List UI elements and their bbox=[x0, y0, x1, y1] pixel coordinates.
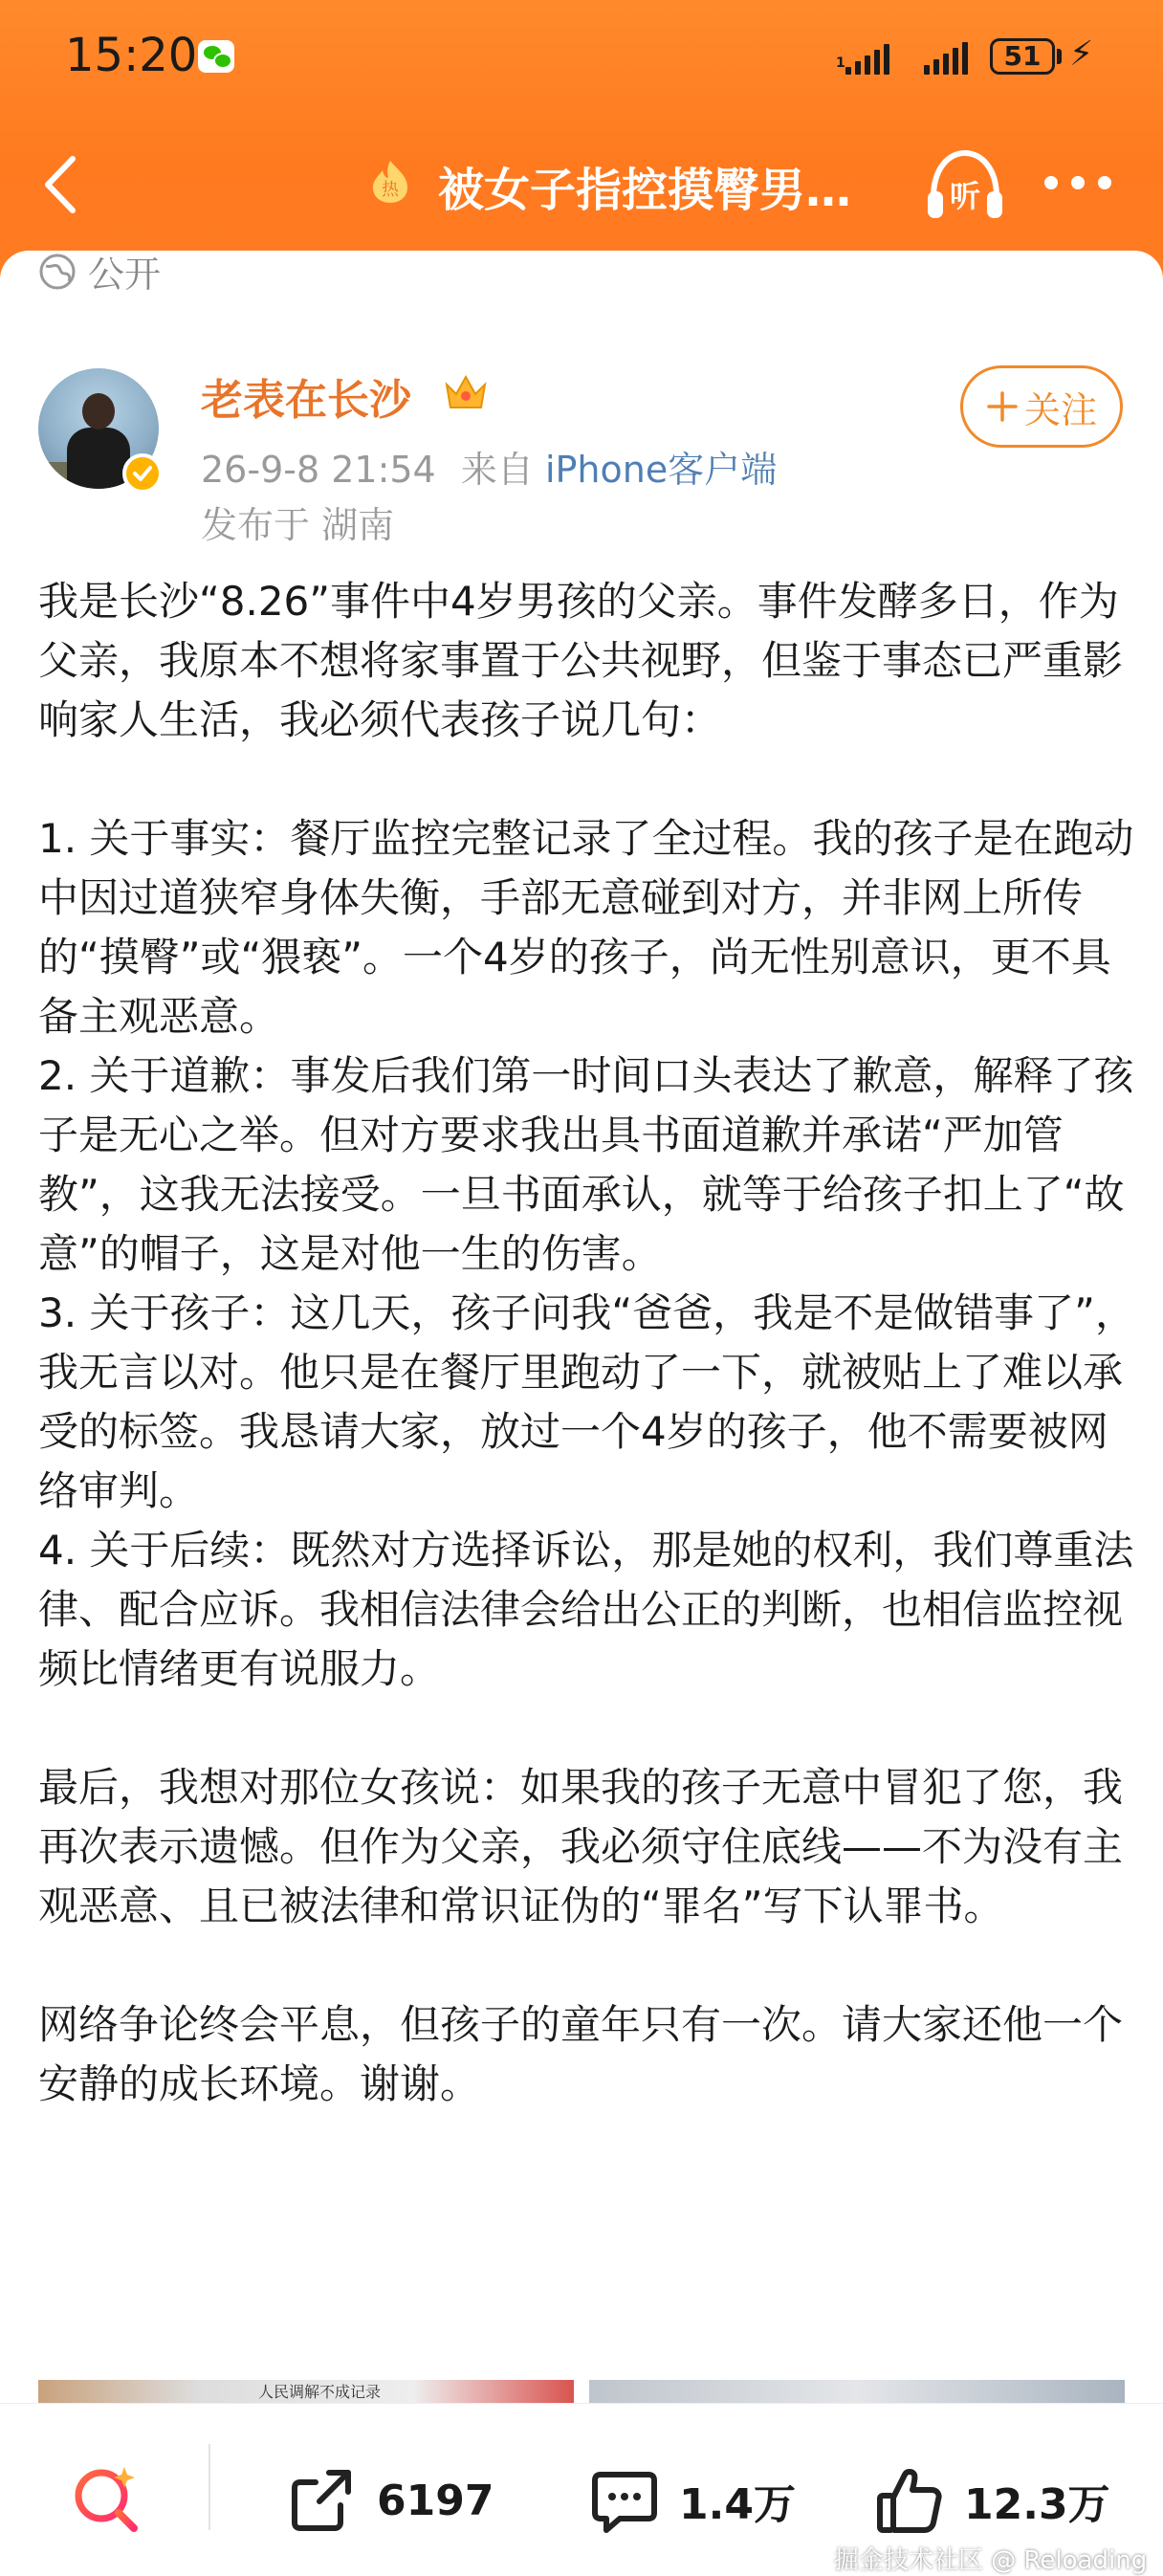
charging-icon: ⚡ bbox=[1069, 34, 1094, 74]
listen-label: 听 bbox=[949, 178, 981, 214]
post-body bbox=[38, 572, 1138, 2114]
cellular-signal-icon-2 bbox=[924, 40, 968, 75]
visibility-label: 公开 bbox=[88, 253, 162, 296]
post-source[interactable]: iPhone客户端 bbox=[544, 449, 778, 491]
follow-button[interactable] bbox=[960, 365, 1123, 448]
wechat-notification-icon bbox=[198, 40, 234, 73]
post-image-2[interactable] bbox=[589, 2380, 1125, 2403]
crown-icon bbox=[442, 371, 490, 413]
follow-label: 关注 bbox=[1023, 388, 1097, 431]
author-name[interactable]: 老表在长沙 bbox=[201, 376, 411, 425]
post-location: 发布于 湖南 bbox=[201, 504, 395, 546]
repost-button[interactable] bbox=[285, 2463, 494, 2538]
hot-topic-label: 热 bbox=[382, 180, 399, 200]
plus-icon bbox=[986, 390, 1019, 423]
hot-topic-icon bbox=[369, 159, 411, 205]
signal-sim-label: 1 bbox=[836, 55, 845, 71]
battery-tip bbox=[1057, 49, 1062, 64]
verified-badge-icon bbox=[122, 453, 163, 494]
back-button[interactable] bbox=[38, 151, 86, 218]
post-paragraph: 1. 关于事实：餐厅监控完整记录了全过程。我的孩子是在跑动中因过道狭窄身体失衡，手部无意碰到对方，并非网上所传的“摸臀”或“猥亵”。一个4岁的孩子，尚无性别意识，更不具备主观恶意。 bbox=[38, 815, 1134, 1040]
post-image-1[interactable] bbox=[38, 2380, 574, 2403]
paragraph-gap bbox=[38, 750, 1138, 809]
comment-count: 1.4万 bbox=[679, 2480, 796, 2529]
post-timestamp: 26-9-8 21:54 bbox=[201, 449, 436, 491]
listen-button[interactable] bbox=[920, 143, 1010, 226]
battery-indicator: 51 bbox=[990, 38, 1055, 75]
divider bbox=[208, 2444, 210, 2530]
post-images[interactable] bbox=[38, 2380, 1125, 2403]
post-paragraph: 4. 关于后续：既然对方选择诉讼，那是她的权利，我们尊重法律、配合应诉。我相信法律会给出公正的判断，也相信监控视频比情绪更有说服力。 bbox=[38, 1527, 1134, 1692]
comment-button[interactable] bbox=[587, 2463, 796, 2538]
visibility-row bbox=[38, 245, 161, 297]
repost-count: 6197 bbox=[377, 2476, 494, 2525]
watermark: 掘金技术社区 @ Reloading bbox=[834, 2546, 1148, 2575]
post-paragraph: 我是长沙“8.26”事件中4岁男孩的父亲。事件发酵多日，作为父亲，我原本不想将家事置于公共视野，但鉴于事态已严重影响家人生活，我必须代表孩子说几句： bbox=[38, 578, 1124, 743]
search-icon bbox=[69, 2461, 145, 2538]
status-time: 15:20 bbox=[65, 29, 198, 82]
paragraph-gap bbox=[38, 1936, 1138, 1995]
page-title: 被女子指控摸臀男… bbox=[438, 164, 852, 217]
thumbs-up-icon bbox=[872, 2463, 947, 2538]
like-count: 12.3万 bbox=[964, 2480, 1110, 2529]
paragraph-gap bbox=[38, 1699, 1138, 1758]
globe-icon bbox=[38, 253, 77, 291]
post-paragraph: 网络争论终会平息，但孩子的童年只有一次。请大家还他一个安静的成长环境。谢谢。 bbox=[38, 2001, 1124, 2107]
headphones-icon bbox=[920, 143, 1010, 226]
source-prefix: 来自 bbox=[460, 449, 534, 491]
share-icon bbox=[285, 2463, 360, 2538]
chevron-left-icon bbox=[38, 151, 86, 218]
more-options-button[interactable] bbox=[1041, 163, 1117, 201]
post-paragraph: 3. 关于孩子：这几天，孩子问我“爸爸，我是不是做错事了”，我无言以对。他只是在餐厅里跑动了一下，就被贴上了难以承受的标签。我恳请大家，放过一个4岁的孩子，他不需要被网络审判。 bbox=[38, 1289, 1135, 1514]
post-paragraph: 最后，我想对那位女孩说：如果我的孩子无意中冒犯了您，我再次表示遗憾。但作为父亲，我必须守住底线——不为没有主观恶意、且已被法律和常识证伪的“罪名”写下认罪书。 bbox=[38, 1764, 1124, 1929]
post-meta bbox=[201, 440, 777, 493]
cellular-signal-icon bbox=[845, 40, 889, 75]
comment-icon bbox=[587, 2463, 662, 2538]
search-button[interactable] bbox=[69, 2461, 145, 2538]
like-button[interactable] bbox=[872, 2463, 1110, 2538]
post-paragraph: 2. 关于道歉：事发后我们第一时间口头表达了歉意，解释了孩子是无心之举。但对方要求我出具书面道歉并承诺“严加管教”，这我无法接受。一旦书面承认，就等于给孩子扣上了“故意”的帽子，这是对他一生的伤害。 bbox=[38, 1052, 1134, 1277]
image-caption: 人民调解不成记录 bbox=[258, 2383, 382, 2401]
